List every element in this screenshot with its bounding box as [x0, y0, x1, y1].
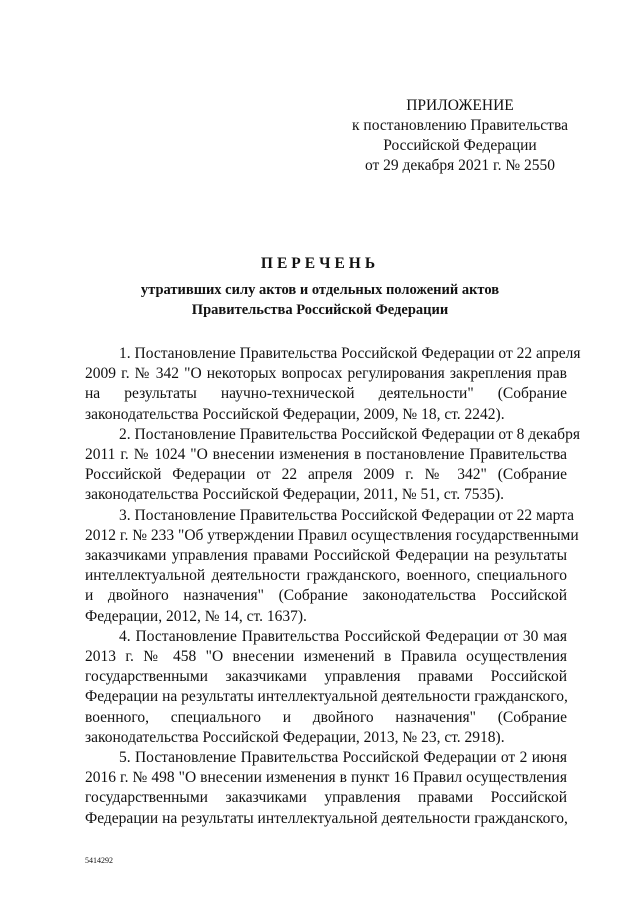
text-line: 2016 г. № 498 "О внесении изменения в пункт 16 Правил осуществления	[85, 769, 567, 787]
text-line: законодательства Российской Федерации, 2009, № 18, ст. 2242).	[85, 405, 505, 423]
text-line: 3. Постановление Правительства Российской Федерации от 22 марта	[119, 506, 574, 524]
text-line: Федерации, 2012, № 14, ст. 1637).	[85, 607, 307, 625]
document-title: ПЕРЕЧЕНЬ	[260, 255, 380, 272]
appendix-ref-line: к постановлению Правительства	[352, 117, 568, 134]
text-line: военного, специального и двойного назначения" (Собрание	[85, 708, 567, 726]
list-item	[85, 344, 581, 425]
text-line: и двойного назначения" (Собрание законодательства Российской	[85, 587, 567, 605]
text-line: Российской Федерации от 22 апреля 2009 г. № 342" (Собрание	[85, 466, 567, 484]
text-line: государственными заказчиками управления правами Российской	[85, 668, 567, 686]
list-item	[85, 425, 580, 506]
text-line: 2013 г. № 458 "О внесении изменений в Правила осуществления	[85, 648, 567, 666]
text-line: 5. Постановление Правительства Российской Федерации от 2 июня	[119, 749, 567, 767]
text-line: 2012 г. № 233 "Об утверждении Правил осуществления государственными	[85, 526, 579, 544]
text-line: Федерации на результаты интеллектуальной деятельности гражданского,	[85, 688, 568, 706]
appendix-label: ПРИЛОЖЕНИЕ	[406, 97, 514, 114]
text-line: законодательства Российской Федерации, 2011, № 51, ст. 7535).	[85, 486, 505, 504]
document-subtitle	[0, 280, 640, 320]
text-line: 4. Постановление Правительства Российской Федерации от 30 мая	[119, 627, 567, 645]
text-line: 2. Постановление Правительства Российской Федерации от 8 декабря	[119, 425, 580, 443]
text-line: государственными заказчиками управления правами Российской	[85, 789, 567, 807]
text-line: заказчиками управления правами Российской Федерации на результаты	[85, 547, 567, 565]
text-line: законодательства Российской Федерации, 2013, № 23, ст. 2918).	[85, 728, 505, 746]
appendix-ref-line: Российской Федерации	[383, 137, 537, 154]
text-line: 1. Постановление Правительства Российской Федерации от 22 апреля	[119, 345, 581, 362]
text-line: на результаты научно-технической деятельности" (Собрание	[85, 385, 567, 403]
text-line: 2011 г. № 1024 "О внесении изменения в постановление Правительства	[85, 446, 567, 464]
text-line: интеллектуальной деятельности гражданского, военного, специального	[85, 567, 567, 585]
appendix-header	[340, 96, 580, 176]
appendix-date-number: от 29 декабря 2021 г. № 2550	[364, 157, 556, 174]
text-line: 2009 г. № 342 "О некоторых вопросах регулирования закрепления прав	[85, 365, 567, 383]
list-item	[85, 627, 567, 748]
subtitle-line: утративших силу актов и отдельных положений актов	[140, 282, 500, 298]
list-item	[85, 506, 579, 627]
list-item	[85, 748, 567, 829]
text-line: Федерации на результаты интеллектуальной деятельности гражданского,	[85, 809, 568, 827]
footer-code: 5414292	[85, 856, 113, 865]
subtitle-line: Правительства Российской Федерации	[191, 302, 449, 318]
document-body	[85, 344, 581, 829]
